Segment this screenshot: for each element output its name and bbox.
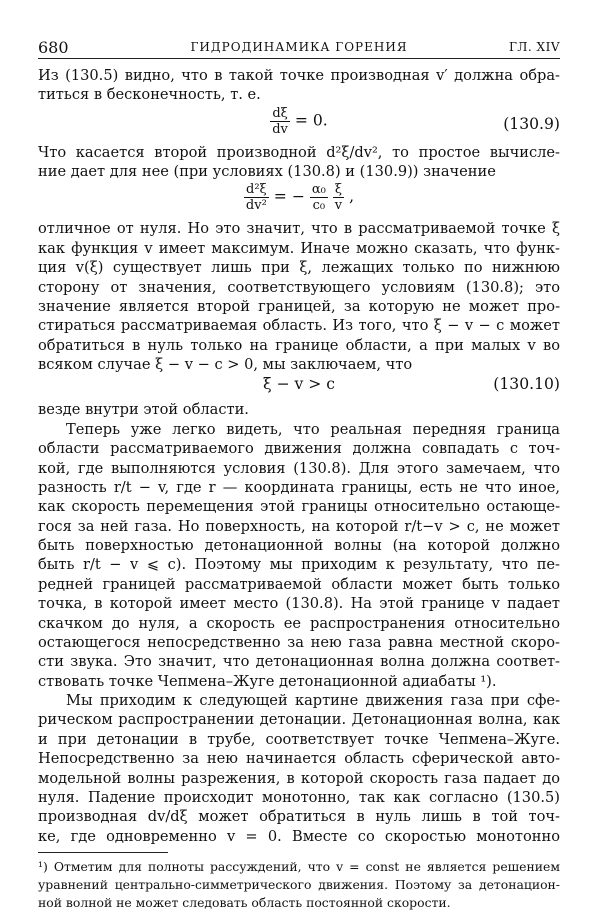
text-line: рическом распространении детонации. Детонационная волна, как [38, 711, 560, 729]
footnote-line: ¹) Отметим для полноты рассуждений, что v = const не является решением [38, 859, 560, 874]
equation-number: (130.10) [493, 375, 560, 394]
footnote-line: ной волной не может следовать область постоянной скорости. [38, 895, 451, 910]
fraction [310, 182, 328, 213]
text-line: ке, где одновременно v = 0. Вместе со скоростью монотонно [38, 827, 560, 845]
text-line: быть r/t − v ⩽ c). Поэтому мы приходим к результату, что пе- [38, 556, 560, 574]
text-line: везде внутри этой области. [38, 401, 249, 419]
text-line: всяком случае ξ − v − c > 0, мы заключаем, что [38, 356, 413, 374]
denominator: c₀ [312, 198, 326, 214]
equation-body: ξ − v > c [262, 375, 336, 394]
text-line: разность r/t − v, где r — координата границы, есть не что иное, [38, 478, 560, 496]
text-line: редней границей рассматриваемой области может быть только [38, 575, 560, 593]
denominator: dv² [245, 198, 267, 214]
text-line: скачком до нуля, а скорость ее распространения относительно [38, 614, 560, 632]
fraction [333, 182, 344, 213]
page-number: 680 [38, 38, 69, 57]
equation-second-derivative [38, 182, 560, 222]
equation-130-10 [38, 375, 560, 399]
text-line: остающегося непосредственно за нею газа равна местной скоро- [38, 633, 560, 651]
footnote-line: уравнений центрально-симметрического движения. Поэтому за детонацион- [38, 877, 560, 892]
text-line: ние дает для нее (при условиях (130.8) и (130.9)) значение [38, 163, 496, 181]
text-line: Непосредственно за нею начинается область сферической авто- [38, 750, 560, 768]
text-line: Из (130.5) видно, что в такой точке производная v′ должна обра- [38, 67, 560, 84]
text-line: титься в бесконечность, т. е. [38, 86, 261, 104]
text-line: быть поверхностью детонационной волны (на которой должно [38, 537, 560, 555]
text-line: Теперь уже легко видеть, что реальная передняя граница [66, 420, 560, 438]
footnote-rule [38, 852, 168, 853]
text-line: точка, в которой имеет место (130.8). На этой границе v падает [38, 595, 560, 613]
text-line: области рассматриваемого движения должна совпадать с точ- [38, 440, 560, 458]
running-title: ГИДРОДИНАМИКА ГОРЕНИЯ [190, 40, 408, 54]
denominator: dv [272, 121, 288, 137]
fraction [244, 182, 269, 213]
page-header [38, 38, 560, 60]
text-line: сти звука. Это значит, что детонационная волна должна соответ- [38, 653, 560, 671]
text-line: Что касается второй производной d²ξ/dv², то простое вычисле- [38, 143, 560, 161]
text-line: модельной волны разрежения, в которой скорость газа падает до [38, 769, 560, 787]
header-rule [38, 58, 560, 59]
text-line: как скорость перемещения этой границы относительно остающе- [38, 498, 560, 516]
text-line: нуля. Падение происходит монотонно, так как согласно (130.5) [38, 788, 560, 806]
equation-tail: , [349, 187, 355, 206]
text-line: ствовать точке Чепмена–Жуге детонационной адиабаты ¹). [38, 672, 497, 690]
text-line: значение является второй границей, за которую не может про- [38, 297, 560, 315]
text-line: отличное от нуля. Но это значит, что в рассматриваемой точке ξ [38, 220, 560, 238]
denominator: v [334, 198, 343, 214]
numerator: d²ξ [244, 182, 269, 198]
text-line: Мы приходим к следующей картине движения газа при сфе- [66, 692, 560, 710]
equals-minus: = − [273, 187, 305, 206]
text-line: ция v(ξ) существует лишь при ξ, лежащих только по нижнюю [38, 259, 560, 277]
equation-130-9 [38, 106, 560, 146]
text-line: стираться рассматриваемая область. Из того, что ξ − v − c может [38, 317, 560, 335]
numerator: α₀ [311, 182, 326, 198]
text-line: кой, где выполняются условия (130.8). Для этого замечаем, что [38, 459, 560, 477]
equation-number: (130.9) [503, 114, 560, 133]
text-line: производная dv/dξ может обратиться в нуль лишь в той точ- [38, 808, 560, 826]
text-line: и при детонации в трубе, соответствует точке Чепмена–Жуге. [38, 730, 560, 748]
text-line: обратиться в нуль только на границе области, а при малых v во [38, 336, 560, 354]
equation-rhs: = 0. [294, 111, 328, 130]
numerator: ξ [333, 182, 344, 198]
text-line: сторону от значения, соответствующего условиям (130.8); это [38, 278, 560, 296]
numerator: dξ [270, 106, 290, 122]
text-line: как функция v имеет максимум. Иначе можно сказать, что функ- [38, 239, 560, 257]
chapter-label: ГЛ. XIV [508, 40, 560, 54]
fraction [270, 106, 290, 137]
text-line: гося за ней газа. Но поверхность, на которой r/t−v > c, не может [38, 517, 560, 535]
